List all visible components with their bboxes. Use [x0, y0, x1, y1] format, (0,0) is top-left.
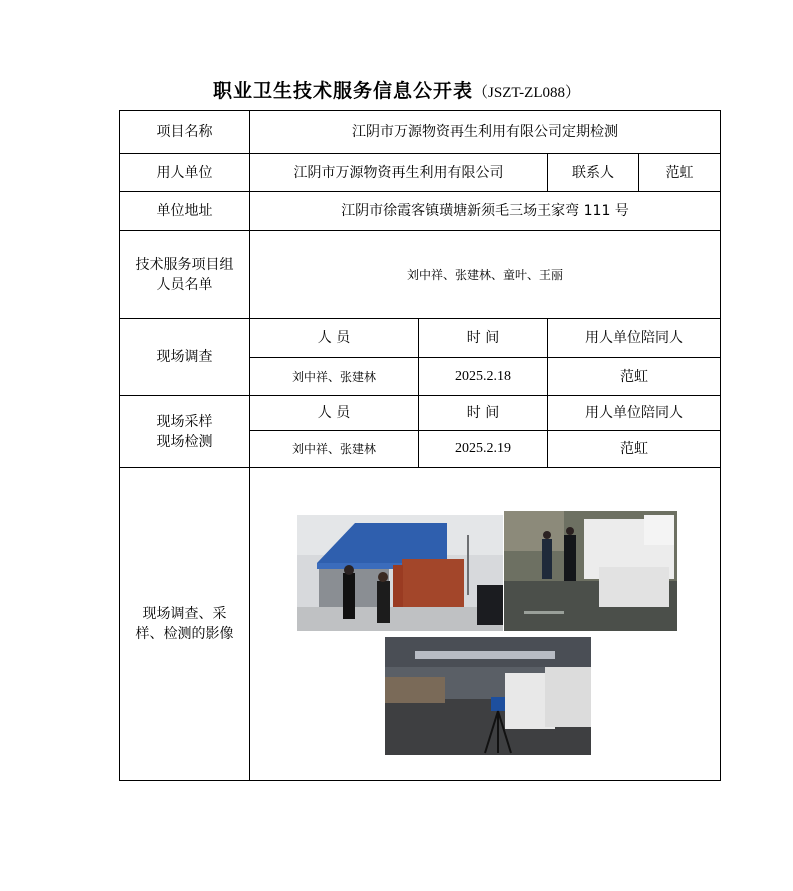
project-name-value: 江阴市万源物资再生利用有限公司定期检测	[250, 111, 721, 154]
images-label	[120, 468, 250, 781]
sampling-col-person: 人 员	[250, 396, 419, 431]
survey-col-companion: 用人单位陪同人	[548, 319, 721, 358]
address-value: 江阴市徐霞客镇璜塘新须毛三场王家弯 111 号	[250, 192, 721, 231]
images-label-text: 现场调查、采样、检测的影像	[135, 606, 234, 642]
sampling-col-time: 时 间	[419, 396, 548, 431]
address-label: 单位地址	[120, 192, 250, 231]
form-code: （JSZT-ZL088）	[473, 85, 580, 101]
site-photo-sampling	[385, 637, 591, 755]
project-name-label: 项目名称	[120, 111, 250, 154]
document-title	[0, 76, 793, 103]
images-cell	[250, 468, 721, 781]
sampling-label-line2: 现场检测	[156, 433, 213, 450]
employer-value: 江阴市万源物资再生利用有限公司	[250, 154, 548, 192]
sampling-date: 2025.2.19	[419, 431, 548, 468]
sampling-col-companion: 用人单位陪同人	[548, 396, 721, 431]
team-value: 刘中祥、张建林、童叶、王丽	[250, 231, 721, 319]
survey-col-time: 时 间	[419, 319, 548, 358]
sampling-person: 刘中祥、张建林	[250, 431, 419, 468]
team-label-text: 技术服务项目组人员名单	[135, 256, 234, 293]
survey-person: 刘中祥、张建林	[250, 358, 419, 396]
team-label	[120, 231, 250, 319]
photo-collage	[254, 468, 724, 780]
title-text: 职业卫生技术服务信息公开表	[213, 80, 474, 102]
sampling-label-line1: 现场采样	[156, 413, 213, 430]
survey-date: 2025.2.18	[419, 358, 548, 396]
site-photo-exterior	[297, 515, 503, 631]
sampling-companion: 范虹	[548, 431, 721, 468]
survey-label: 现场调查	[120, 319, 250, 396]
info-table	[119, 110, 721, 781]
contact-label: 联系人	[548, 154, 639, 192]
survey-companion: 范虹	[548, 358, 721, 396]
employer-label: 用人单位	[120, 154, 250, 192]
survey-col-person: 人 员	[250, 319, 419, 358]
contact-value: 范虹	[639, 154, 721, 192]
site-photo-indoor	[504, 511, 677, 631]
sampling-label	[120, 396, 250, 468]
